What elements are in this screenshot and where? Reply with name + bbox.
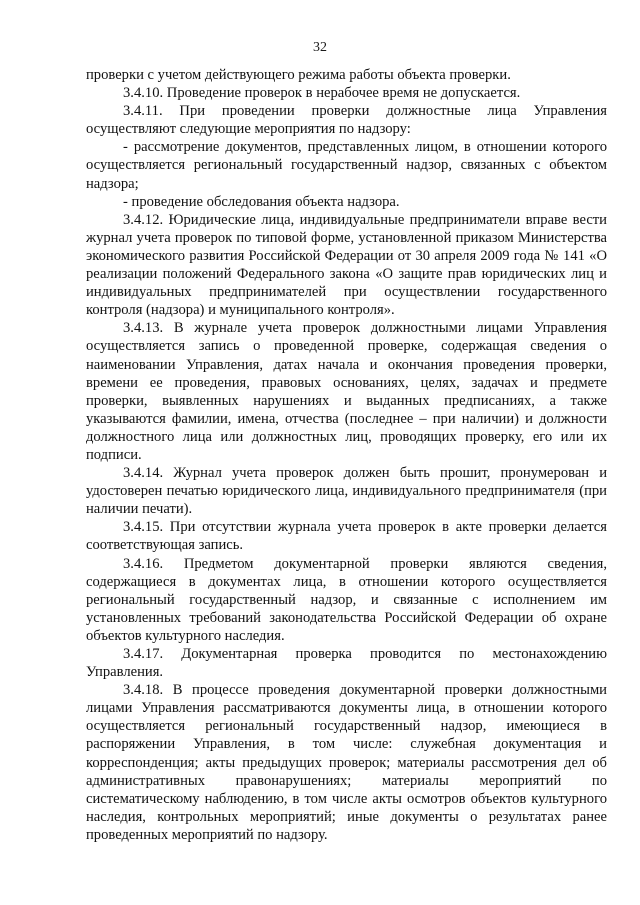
list-item-document-review: - рассмотрение документов, представленных лицом, в отношении которого осуществляется региональный государственный надзор, связанных с объектом надзора;	[86, 139, 607, 192]
paragraph-3-4-16: 3.4.16. Предметом документарной проверки являются сведения, содержащиеся в документах лица, в отношении которого осуществляется региональный государственный надзор, и связанные с исполнением им установленных требований законодательства Российской Федерации об охране объектов культурного наследия.	[86, 555, 607, 644]
paragraph-3-4-18: 3.4.18. В процессе проведения документарной проверки должностными лицами Управления рассматриваются документы лица, в отношении которого осуществляется региональный государственный надзор, имеющиеся в распоряжении Управления, в том числе: служебная документация и корреспонденция; акты предыдущих проверок; материалы рассмотрения дел об административных правонарушениях; материалы мероприятий по систематическому наблюдению, в том числе акты осмотров объектов культурного наследия, контрольных мероприятий; иные документы о результатах ранее проведенных мероприятий по надзору.	[86, 682, 607, 843]
document-body	[86, 66, 607, 844]
paragraph-3-4-10: 3.4.10. Проведение проверок в нерабочее время не допускается.	[123, 85, 521, 102]
paragraph-3-4-11: 3.4.11. При проведении проверки должностные лица Управления осуществляют следующие мероприятия по надзору:	[86, 103, 607, 138]
paragraph-3-4-14: 3.4.14. Журнал учета проверок должен быть прошит, пронумерован и удостоверен печатью юридического лица, индивидуального предпринимателя (при наличии печати).	[86, 465, 607, 518]
page-number: 32	[313, 40, 327, 55]
paragraph-3-4-13: 3.4.13. В журнале учета проверок должностными лицами Управления осуществляется запись о проведенной проверке, содержащая сведения о наименовании Управления, датах начала и окончания проведения проверки, времени ее проведения, правовых основаниях, целях, задачах и предмете проверки, выявленных нарушениях и выданных предписаниях, а также указываются фамилии, имена, отчества (последнее – при наличии) и должности должностного лица или должностных лиц, проводящих проверку, его или их подписи.	[86, 320, 607, 463]
paragraph-3-4-15: 3.4.15. При отсутствии журнала учета проверок в акте проверки делается соответствующая запись.	[86, 519, 607, 554]
paragraph-continuation: проверки с учетом действующего режима работы объекта проверки.	[86, 67, 511, 83]
list-item-object-inspection: - проведение обследования объекта надзора.	[123, 193, 400, 210]
paragraph-3-4-12: 3.4.12. Юридические лица, индивидуальные предприниматели вправе вести журнал учета проверок по типовой форме, установленной приказом Министерства экономического развития Российской Федерации от 30 апреля 2009 года № 141 «О реализации положений Федерального закона «О защите прав юридических лиц и индивидуальных предпринимателей при осуществлении государственного контроля (надзора) и муниципального контроля».	[86, 211, 607, 319]
paragraph-3-4-17: 3.4.17. Документарная проверка проводится по местонахождению Управления.	[86, 646, 607, 681]
